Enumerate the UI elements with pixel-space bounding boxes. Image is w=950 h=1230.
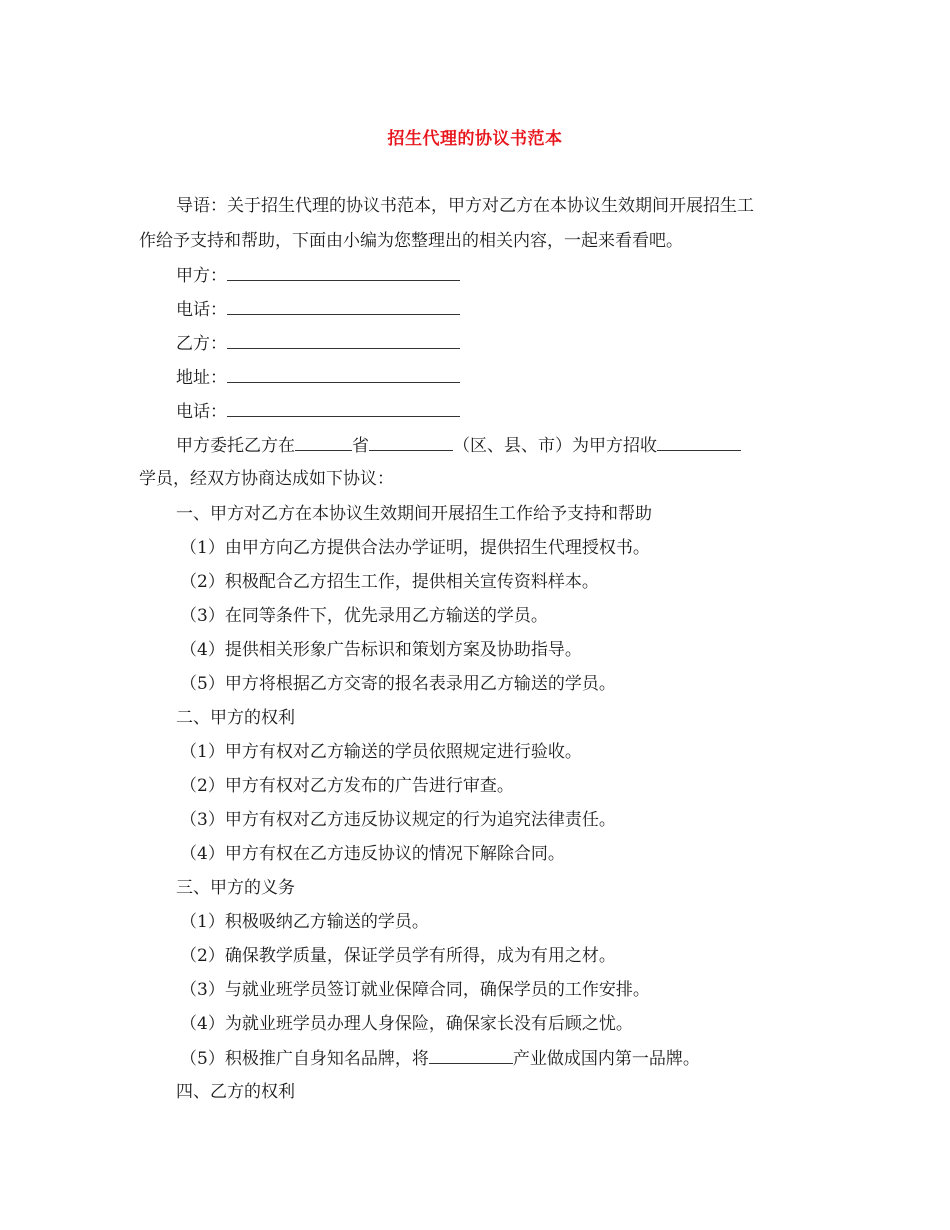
clause-item: （3）与就业班学员签订就业保障合同，确保学员的工作安排。: [180, 980, 650, 1000]
intro-paragraph-line: 作给予支持和帮助，下面由小编为您整理出的相关内容，一起来看看吧。: [139, 231, 683, 251]
clause-item: （2）甲方有权对乙方发布的广告进行审查。: [180, 776, 514, 796]
fill-blank[interactable]: [227, 366, 460, 383]
clause-item: [180, 1047, 700, 1070]
fill-blank-count[interactable]: [657, 434, 741, 451]
section-heading: 二、甲方的权利: [176, 708, 295, 728]
clause-item: （4）提供相关形象广告标识和策划方案及协助指导。: [180, 640, 582, 660]
entrust-line: [176, 434, 741, 457]
fill-blank[interactable]: [227, 264, 460, 281]
entrust-text: （区、县、市）为甲方招收: [453, 436, 657, 456]
field-label: 电话：: [176, 402, 227, 422]
section-heading: 三、甲方的义务: [176, 878, 295, 898]
entrust-line-2: 学员，经双方协商达成如下协议：: [139, 469, 394, 489]
field-label: 地址：: [176, 368, 227, 388]
clause-item: （2）积极配合乙方招生工作，提供相关宣传资料样本。: [180, 572, 599, 592]
field-label: 电话：: [176, 300, 227, 320]
intro-paragraph-line: 导语：关于招生代理的协议书范本，甲方对乙方在本协议生效期间开展招生工: [176, 196, 754, 216]
clause-item: （1）积极吸纳乙方输送的学员。: [180, 912, 429, 932]
fill-blank-province[interactable]: [295, 434, 352, 451]
fill-blank[interactable]: [227, 298, 460, 315]
section-heading: 一、甲方对乙方在本协议生效期间开展招生工作给予支持和帮助: [176, 504, 652, 524]
clause-item: （4）为就业班学员办理人身保险，确保家长没有后顾之忧。: [180, 1014, 633, 1034]
clause-item: （4）甲方有权在乙方违反协议的情况下解除合同。: [180, 844, 565, 864]
section-heading: 四、乙方的权利: [176, 1082, 295, 1102]
field-label: 乙方：: [176, 334, 227, 354]
clause-item: （5）甲方将根据乙方交寄的报名表录用乙方输送的学员。: [180, 674, 616, 694]
field-address: [176, 366, 460, 389]
field-party-b: [176, 332, 460, 355]
field-phone-b: [176, 400, 460, 423]
field-label: 甲方：: [176, 266, 227, 286]
fill-blank[interactable]: [227, 400, 460, 417]
clause-text: 产业做成国内第一品牌。: [512, 1049, 700, 1069]
fill-blank-industry[interactable]: [429, 1047, 513, 1064]
fill-blank[interactable]: [227, 332, 460, 349]
clause-item: （1）甲方有权对乙方输送的学员依照规定进行验收。: [180, 742, 582, 762]
clause-item: （1）由甲方向乙方提供合法办学证明，提供招生代理授权书。: [180, 538, 650, 558]
clause-item: （2）确保教学质量，保证学员学有所得，成为有用之材。: [180, 946, 616, 966]
entrust-text: 甲方委托乙方在: [176, 436, 295, 456]
clause-text: （5）积极推广自身知名品牌，将: [180, 1049, 429, 1069]
fill-blank-district[interactable]: [369, 434, 453, 451]
document-title: 招生代理的协议书范本: [387, 129, 563, 149]
clause-item: （3）在同等条件下，优先录用乙方输送的学员。: [180, 606, 548, 626]
field-party-a: [176, 264, 460, 287]
field-phone-a: [176, 298, 460, 321]
entrust-text: 省: [352, 436, 369, 456]
clause-item: （3）甲方有权对乙方违反协议规定的行为追究法律责任。: [180, 810, 616, 830]
